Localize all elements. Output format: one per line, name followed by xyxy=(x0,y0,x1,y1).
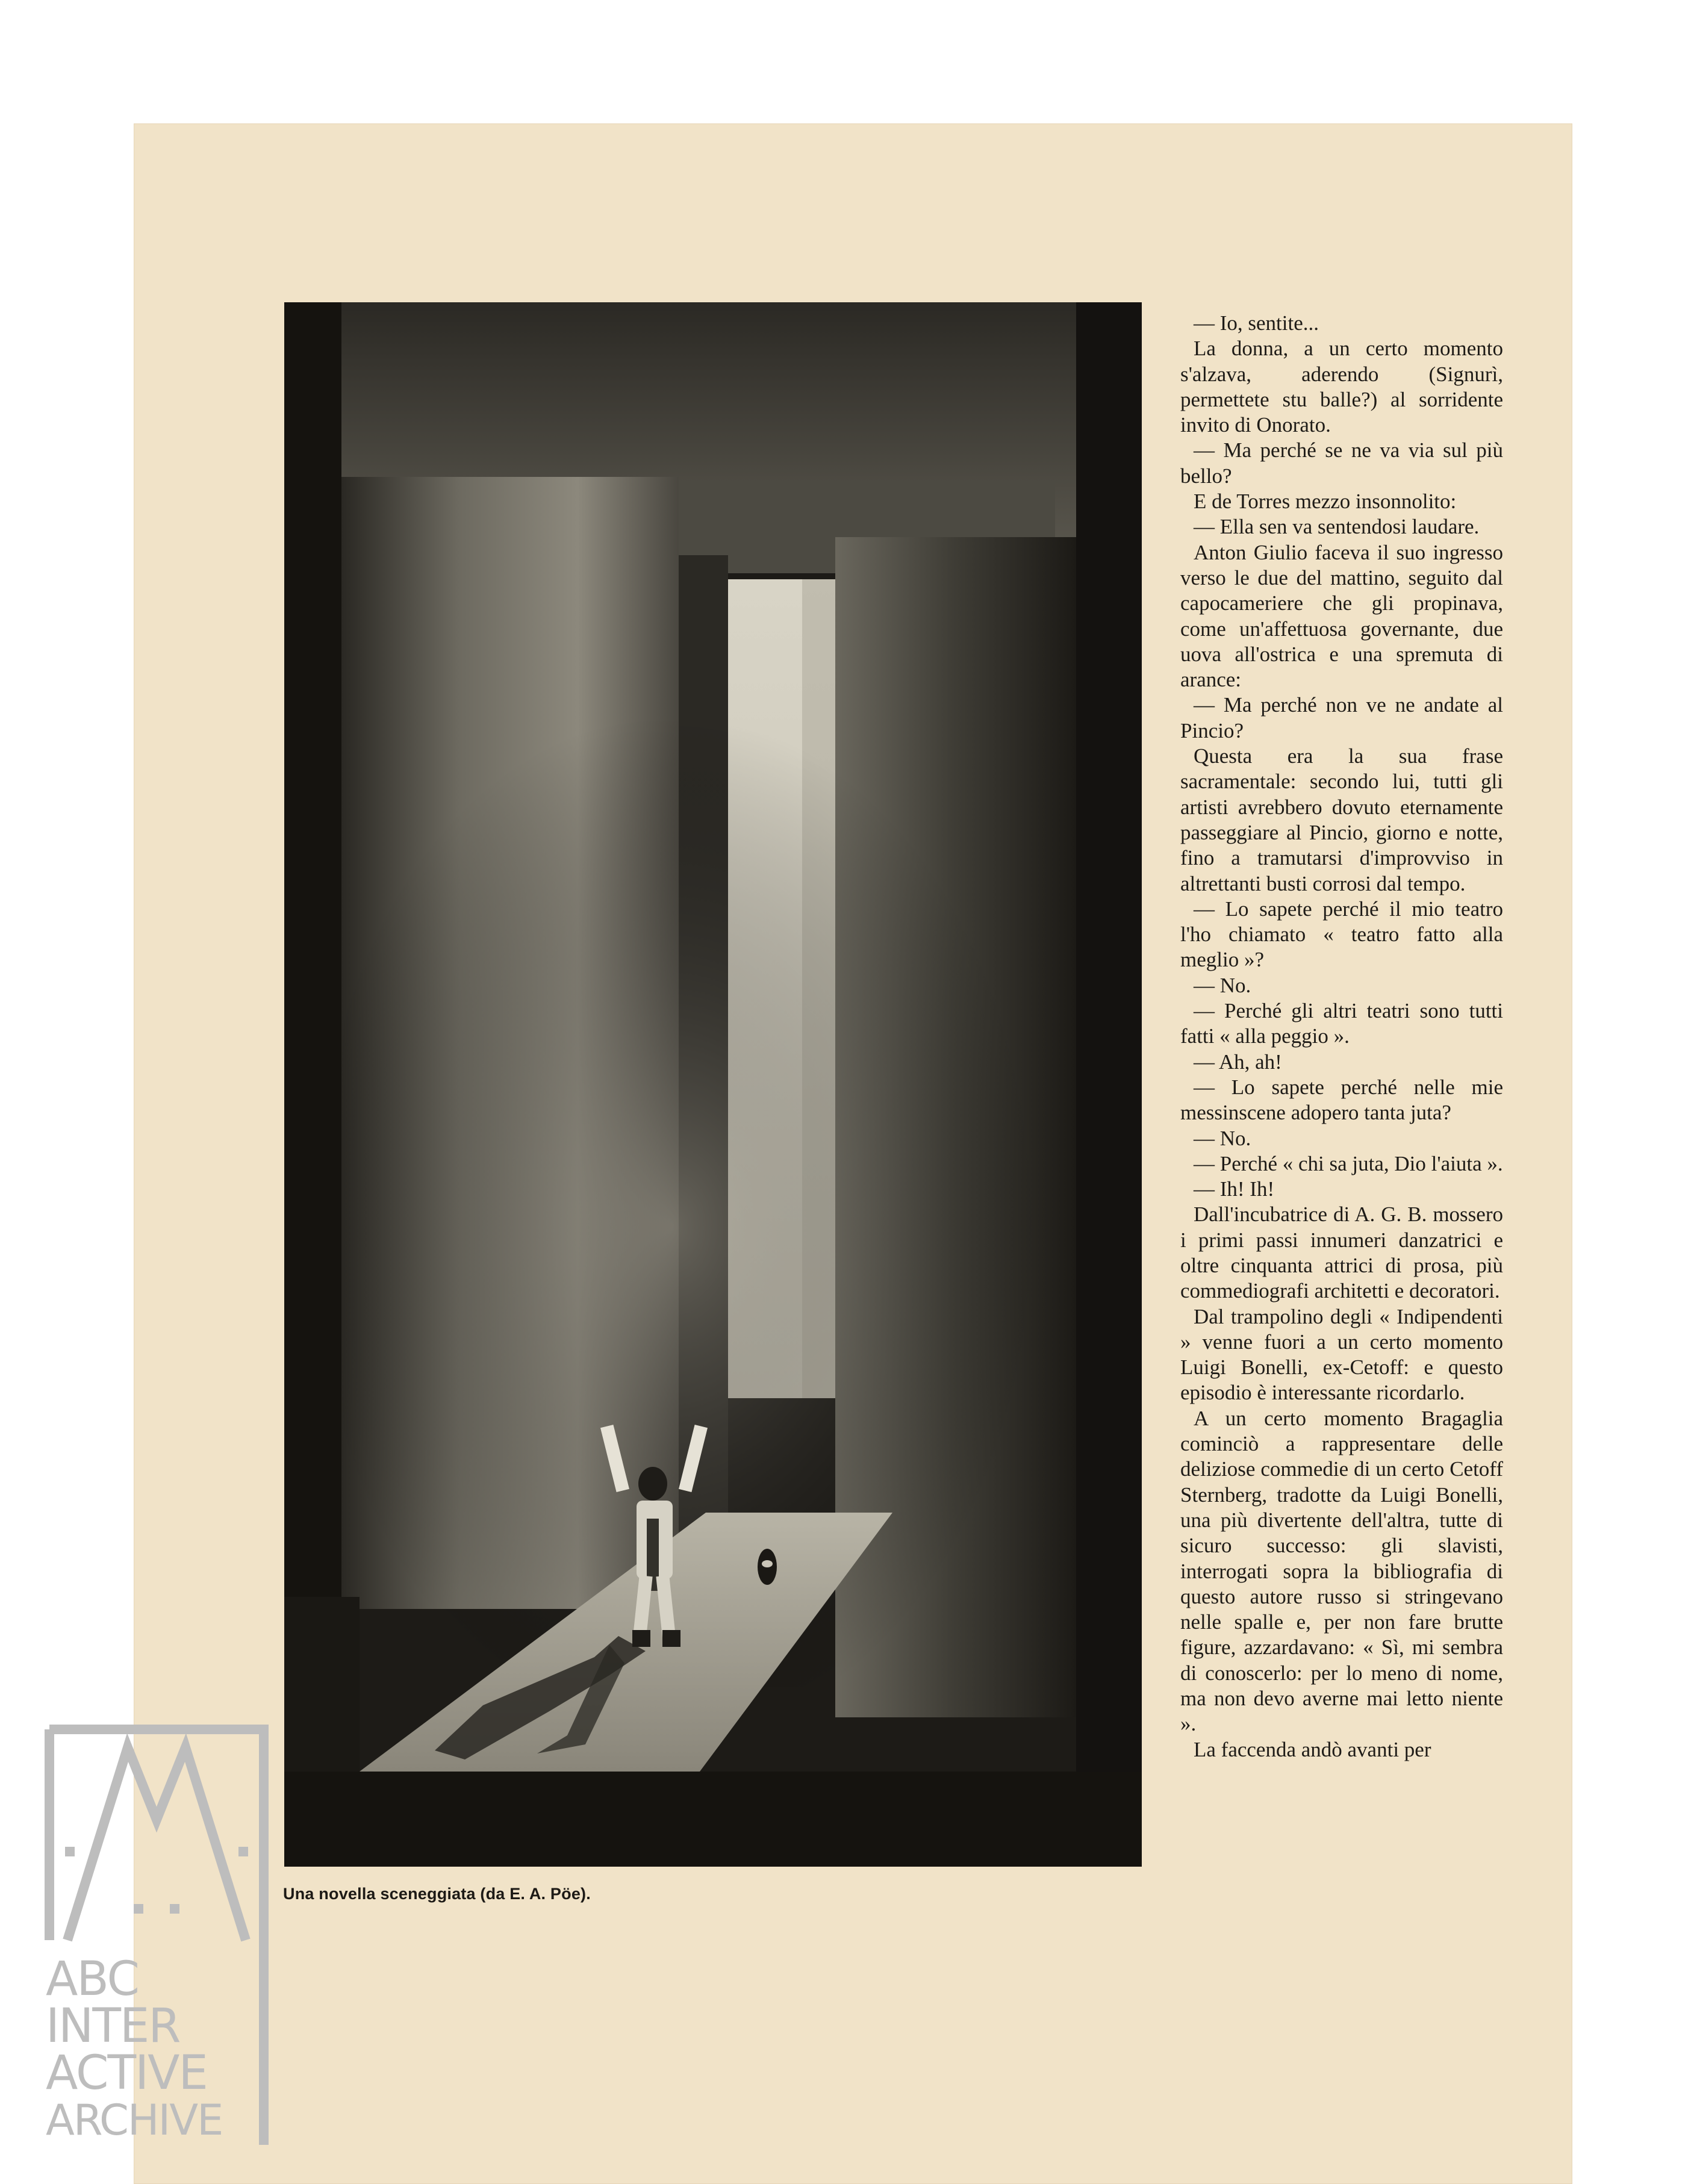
paragraph: — Lo sapete perché nelle mie messinscene adopero tanta juta? xyxy=(1180,1075,1503,1125)
paragraph: E de Torres mezzo insonnolito: xyxy=(1194,490,1457,514)
paragraph: Dal trampolino degli « Indipendenti » venne fuori a un certo momento Luigi Bonelli, ex-Cetoff: e questo episodio è interessante ricordarlo. xyxy=(1180,1304,1503,1405)
paragraph: — Lo sapete perché il mio teatro l'ho chiamato « teatro fatto alla meglio »? xyxy=(1180,897,1503,972)
paragraph: — Ella sen va sentendosi laudare. xyxy=(1194,515,1480,539)
watermark-line: ABC xyxy=(46,1952,139,2006)
paragraph: A un certo momento Bragaglia cominciò a rappresentare delle deliziose commedie di un certo Cetoff Sternberg, tradotte da Luigi Bonelli, una più divertente dell'altra, tutte di sicuro successo: gli slavisti, interrogati sopra la bibliografia di questo autore russo si stringevano nelle spalle e, per non fare brutte figure, azzardavano: « Sì, mi sembra di conoscerlo: per lo meno di nome, ma non devo averne mai letto niente ». xyxy=(1180,1406,1503,1736)
watermark-line: ACTIVE xyxy=(46,2046,207,2100)
paragraph: — No. xyxy=(1194,1126,1251,1150)
paragraph: — Ma perché non ve ne andate al Pincio? xyxy=(1180,693,1503,742)
archive-watermark-logo xyxy=(43,1723,270,2145)
article-text-column xyxy=(1180,311,1503,1762)
paragraph: Dall'incubatrice di A. G. B. mossero i primi passi innumeri danzatrici e oltre cinquanta attrici di prosa, più commediografi architetti e decoratori. xyxy=(1180,1202,1503,1303)
paragraph: La donna, a un certo momento s'alzava, aderendo (Signurì, permettete stu balle?) al sorridente invito di Onorato. xyxy=(1180,337,1503,437)
paragraph: — No. xyxy=(1194,973,1251,997)
paragraph: — Ah, ah! xyxy=(1194,1050,1282,1074)
photo-caption: Una novella sceneggiata (da E. A. Pöe). xyxy=(283,1885,591,1903)
stage-scene-image xyxy=(284,302,1142,1867)
watermark-line: ARCHIVE xyxy=(46,2095,223,2145)
paragraph: La faccenda andò avanti per xyxy=(1194,1737,1431,1761)
paragraph: — Io, sentite... xyxy=(1194,311,1319,335)
paragraph: Questa era la sua frase sacramentale: secondo lui, tutti gli artisti avrebbero dovuto eternamente passeggiare al Pincio, giorno e notte, fino a tramutarsi d'improvviso in altrettanti busti corrosi dal tempo. xyxy=(1180,744,1503,895)
paragraph: — Ih! Ih! xyxy=(1194,1177,1275,1201)
stage-photograph xyxy=(284,302,1142,1867)
paragraph: — Perché « chi sa juta, Dio l'aiuta ». xyxy=(1194,1151,1503,1175)
watermark-line: INTER xyxy=(46,1999,180,2053)
paragraph: — Perché gli altri teatri sono tutti fatti « alla peggio ». xyxy=(1180,999,1503,1048)
paragraph: Anton Giulio faceva il suo ingresso verso le due del mattino, seguito dal capocameriere che gli propinava, come un'affettuosa governante, due uova all'ostrica e una spremuta di arance: xyxy=(1180,540,1503,692)
paragraph: — Ma perché se ne va via sul più bello? xyxy=(1180,438,1503,488)
